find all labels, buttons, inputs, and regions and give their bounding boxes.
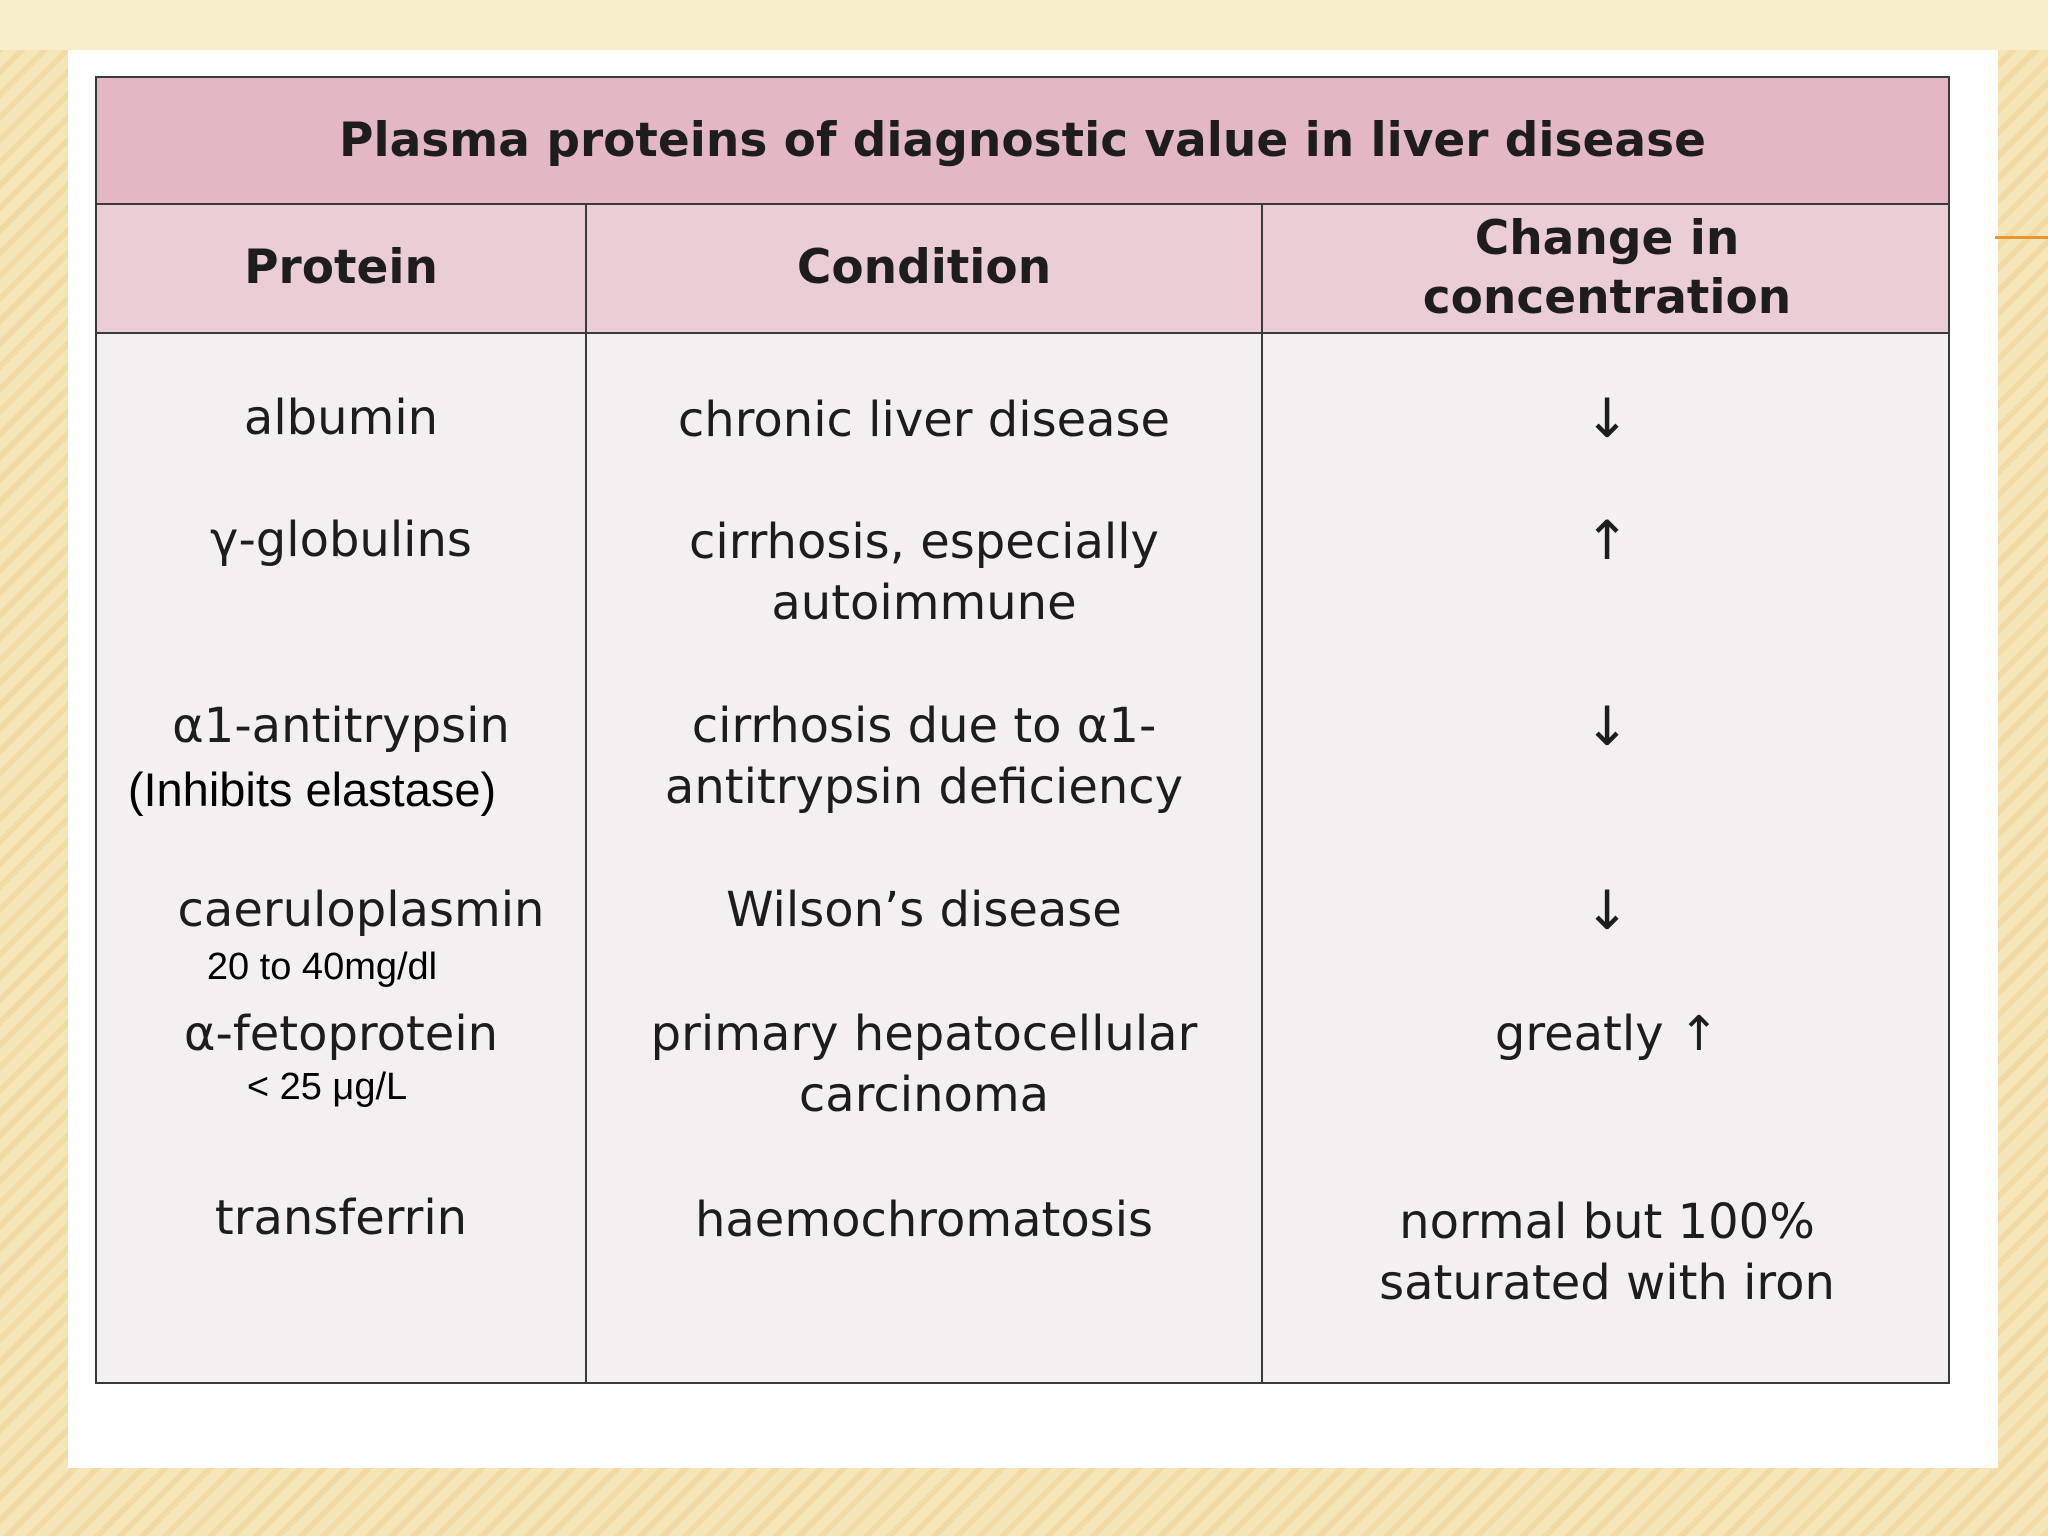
cell-change: greatly ↑ [1494, 1006, 1720, 1062]
column-divider [1261, 205, 1263, 1384]
cell-change: normal but 100% saturated with iron [1379, 1194, 1835, 1312]
header-condition: Condition [796, 240, 1052, 296]
cell-condition: cirrhosis due to α1-antitrypsin deficiency [664, 698, 1184, 816]
header-change: Change in concentration [1422, 210, 1792, 325]
cell-condition: primary hepatocellular carcinoma [650, 1006, 1198, 1124]
cell-change: ↑ [1584, 509, 1630, 572]
cell-condition: haemochromatosis [694, 1192, 1154, 1248]
cell-condition: chronic liver disease [677, 392, 1171, 448]
header-protein: Protein [244, 240, 438, 296]
cell-protein-note: 20 to 40mg/dl [206, 946, 438, 988]
cell-protein: γ-globulins [210, 512, 472, 568]
cell-change: ↓ [1584, 387, 1630, 450]
table-title-band [97, 78, 1948, 205]
cell-change: ↓ [1584, 695, 1630, 758]
cell-protein: caeruloplasmin [177, 882, 545, 938]
protein-table [95, 76, 1950, 1384]
table-title: Plasma proteins of diagnostic value in liver disease [339, 113, 1706, 168]
cell-protein: α1-antitrypsin [172, 698, 510, 754]
cell-condition: Wilson’s disease [726, 882, 1122, 938]
cell-protein-note: < 25 μg/L [246, 1066, 408, 1108]
cell-change: ↓ [1584, 879, 1630, 942]
table-header-row [97, 205, 1948, 334]
cell-protein: transferrin [214, 1190, 468, 1246]
cell-protein: albumin [243, 390, 439, 446]
cell-protein: α-fetoprotein [183, 1006, 499, 1062]
slide-top-band [0, 0, 2048, 50]
cell-condition: cirrhosis, especially autoimmune [689, 514, 1159, 632]
accent-line [1995, 236, 2048, 239]
cell-protein-note: (Inhibits elastase) [127, 763, 497, 816]
